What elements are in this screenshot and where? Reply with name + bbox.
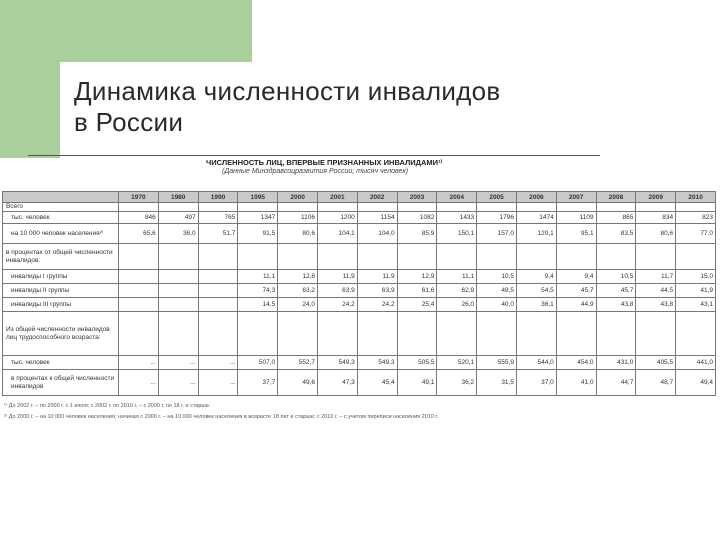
table-cell [198, 244, 238, 270]
table-cell: 63,9 [357, 284, 397, 298]
table-cell: ... [119, 356, 159, 370]
table-cell: 1474 [516, 212, 556, 224]
table-cell: 44,9 [556, 298, 596, 312]
table-cell: 520,1 [437, 356, 477, 370]
table-cell [119, 270, 159, 284]
table-cell: 26,0 [437, 298, 477, 312]
table-cell [357, 312, 397, 356]
table-cell [437, 203, 477, 212]
table-cell [119, 203, 159, 212]
table-cell: 1109 [556, 212, 596, 224]
table-cell: 83,5 [596, 224, 636, 244]
header-year: 2008 [596, 192, 636, 203]
row-label: инвалиды III группы [3, 298, 119, 312]
row-label: инвалиды I группы [3, 270, 119, 284]
row-label: тыс. человек [3, 212, 119, 224]
table-cell [317, 312, 357, 356]
table-cell: 36,0 [158, 224, 198, 244]
table-cell [477, 312, 517, 356]
table-cell: 1082 [397, 212, 437, 224]
table-cell [238, 244, 278, 270]
table-cell: 497 [158, 212, 198, 224]
table-cell: 49,1 [397, 370, 437, 396]
table-row [3, 212, 716, 224]
table-cell [238, 203, 278, 212]
table-cell: 834 [636, 212, 676, 224]
table-cell: 91,5 [238, 224, 278, 244]
table-cell: 24,2 [357, 298, 397, 312]
table-cell: 157,0 [477, 224, 517, 244]
table-cell: 555,9 [477, 356, 517, 370]
table-cell: 40,0 [477, 298, 517, 312]
table-cell: 11,1 [437, 270, 477, 284]
table-cell: 24,0 [278, 298, 318, 312]
table-cell [636, 312, 676, 356]
table-row [3, 224, 716, 244]
table-cell: 63,9 [317, 284, 357, 298]
table-cell [119, 244, 159, 270]
table-cell [636, 244, 676, 270]
table-cell: 43,8 [636, 298, 676, 312]
row-label: Из общей численности инвалидов лиц трудоспособного возраста: [3, 312, 119, 356]
header-year: 1995 [238, 192, 278, 203]
table-cell: 1796 [477, 212, 517, 224]
table-cell: 9,4 [516, 270, 556, 284]
green-accent-strip [0, 62, 60, 158]
table-cell: 104,0 [357, 224, 397, 244]
table-cell: 1433 [437, 212, 477, 224]
row-label: инвалиды II группы [3, 284, 119, 298]
table-cell: 37,7 [238, 370, 278, 396]
row-label: тыс. человек [3, 356, 119, 370]
row-label: на 10 000 человек населения²⁾ [3, 224, 119, 244]
table-cell: 36,1 [516, 298, 556, 312]
header-year: 2003 [397, 192, 437, 203]
table-cell [357, 244, 397, 270]
table-cell: 12,9 [397, 270, 437, 284]
table-cell: 9,4 [556, 270, 596, 284]
header-year: 2007 [556, 192, 596, 203]
table-cell [676, 312, 716, 356]
header-year: 1990 [198, 192, 238, 203]
table-cell: 95,1 [556, 224, 596, 244]
table-cell: ... [158, 356, 198, 370]
table-cell [477, 203, 517, 212]
table-cell: 61,6 [397, 284, 437, 298]
table-cell [397, 203, 437, 212]
table-cell: 552,7 [278, 356, 318, 370]
table-cell [437, 244, 477, 270]
table-cell [397, 244, 437, 270]
table-cell: 44,7 [596, 370, 636, 396]
table-cell: 441,0 [676, 356, 716, 370]
table-row [3, 298, 716, 312]
table-cell: 47,3 [317, 370, 357, 396]
table-row [3, 312, 716, 356]
table-cell: 45,7 [556, 284, 596, 298]
table-cell: 43,1 [676, 298, 716, 312]
table-heading: ЧИСЛЕННОСТЬ ЛИЦ, ВПЕРВЫЕ ПРИЗНАННЫХ ИНВАЛИДАМИ¹⁾ [206, 158, 443, 167]
table-cell: 14,5 [238, 298, 278, 312]
table-cell: 63,2 [278, 284, 318, 298]
table-cell: 405,5 [636, 356, 676, 370]
table-cell: 85,9 [397, 224, 437, 244]
table-cell [397, 312, 437, 356]
row-label: Всего [3, 203, 119, 212]
table-cell: 80,6 [636, 224, 676, 244]
table-cell: 1347 [238, 212, 278, 224]
table-cell: 544,0 [516, 356, 556, 370]
footnote-2: ²⁾ До 2000 г. – на 10 000 человек населения; начиная с 2000 г. – на 10 000 человек населения в возрасте 18 лет и старше; с 2010 г. – с учетом переписи населения 2010 г. [4, 414, 439, 420]
table-cell: 1200 [317, 212, 357, 224]
table-cell [357, 203, 397, 212]
table-cell [437, 312, 477, 356]
table-cell [158, 312, 198, 356]
table-cell [119, 284, 159, 298]
table-cell: ... [198, 370, 238, 396]
table-cell: 62,9 [437, 284, 477, 298]
table-cell: 77,0 [676, 224, 716, 244]
table-cell: 36,2 [437, 370, 477, 396]
table-cell: 74,3 [238, 284, 278, 298]
table-subheading: (Данные Минздравсоцразвития России; тысяч человек) [222, 168, 409, 175]
table-cell [516, 244, 556, 270]
header-year: 2010 [676, 192, 716, 203]
table-cell: 1154 [357, 212, 397, 224]
table-cell [198, 298, 238, 312]
table-header-row [3, 192, 716, 203]
table-cell: 120,1 [516, 224, 556, 244]
table-body [3, 203, 716, 396]
table-cell [516, 312, 556, 356]
table-cell: 41,0 [556, 370, 596, 396]
table-cell [636, 203, 676, 212]
table-cell: 80,6 [278, 224, 318, 244]
table-cell: 765 [198, 212, 238, 224]
table-cell: 549,3 [357, 356, 397, 370]
table-cell [198, 312, 238, 356]
table-cell: 15,0 [676, 270, 716, 284]
table-cell [119, 312, 159, 356]
table-cell [676, 244, 716, 270]
table-cell: 41,9 [676, 284, 716, 298]
header-year: 2001 [317, 192, 357, 203]
table-cell [278, 203, 318, 212]
table-row [3, 244, 716, 270]
header-year: 2002 [357, 192, 397, 203]
table-cell [317, 203, 357, 212]
table-cell: 549,3 [317, 356, 357, 370]
table-cell [158, 298, 198, 312]
header-year: 2006 [516, 192, 556, 203]
table-cell: 25,4 [397, 298, 437, 312]
table-cell [477, 244, 517, 270]
table-cell [158, 244, 198, 270]
slide-title-line2: в России [74, 107, 184, 137]
table-cell: 11,1 [238, 270, 278, 284]
table-cell: 846 [119, 212, 159, 224]
table-cell: 11,7 [636, 270, 676, 284]
table-cell: 43,8 [596, 298, 636, 312]
table-cell [198, 284, 238, 298]
table-cell [596, 244, 636, 270]
table-cell: 44,5 [636, 284, 676, 298]
table-cell: 505,5 [397, 356, 437, 370]
table-cell: 49,5 [477, 284, 517, 298]
table-row [3, 203, 716, 212]
table-row [3, 270, 716, 284]
disability-statistics-table [2, 191, 716, 396]
table-cell [596, 203, 636, 212]
table-cell: 51,7 [198, 224, 238, 244]
table-cell: ... [119, 370, 159, 396]
table-cell [119, 298, 159, 312]
table-cell: 37,0 [516, 370, 556, 396]
table-cell: ... [158, 370, 198, 396]
table-cell [198, 203, 238, 212]
header-corner [3, 192, 119, 203]
table-cell: 11,9 [357, 270, 397, 284]
table-cell: 454,0 [556, 356, 596, 370]
table-cell [158, 284, 198, 298]
table-cell: 823 [676, 212, 716, 224]
table-cell [158, 203, 198, 212]
header-year: 2000 [278, 192, 318, 203]
table-cell [238, 312, 278, 356]
header-year: 2005 [477, 192, 517, 203]
table-cell: 507,0 [238, 356, 278, 370]
slide-title-line1: Динамика численности инвалидов [74, 76, 501, 106]
footnote-1: ¹⁾ До 2002 г. – по 2000 г. с 1 июля; с 2002 г. по 2010 г. – с 2000 г. по 18 г. и старше. [4, 403, 211, 409]
table-cell: 104,1 [317, 224, 357, 244]
table-row [3, 370, 716, 396]
table-cell: ... [198, 356, 238, 370]
table-row [3, 284, 716, 298]
table-cell: 65,6 [119, 224, 159, 244]
header-year: 2004 [437, 192, 477, 203]
table-cell: 11,9 [317, 270, 357, 284]
table-cell: 10,5 [477, 270, 517, 284]
table-cell [278, 312, 318, 356]
table-cell: 49,6 [278, 370, 318, 396]
table-cell: 150,1 [437, 224, 477, 244]
table-row [3, 356, 716, 370]
table-cell: 10,5 [596, 270, 636, 284]
header-year: 2009 [636, 192, 676, 203]
table-cell [516, 203, 556, 212]
row-label: в процентах от общей численности инвалидов: [3, 244, 119, 270]
table-cell [556, 244, 596, 270]
table-cell: 49,4 [676, 370, 716, 396]
title-underline [28, 155, 600, 156]
table-cell [596, 312, 636, 356]
header-year: 1980 [158, 192, 198, 203]
table-cell: 12,8 [278, 270, 318, 284]
row-label: в процентах к общей численности инвалидов [3, 370, 119, 396]
table-cell: 24,2 [317, 298, 357, 312]
table-cell [198, 270, 238, 284]
table-cell: 54,5 [516, 284, 556, 298]
header-year: 1970 [119, 192, 159, 203]
table-cell: 48,7 [636, 370, 676, 396]
table-cell: 45,4 [357, 370, 397, 396]
table-cell [556, 312, 596, 356]
table-cell: 31,5 [477, 370, 517, 396]
table-cell [278, 244, 318, 270]
green-accent-block [0, 0, 252, 62]
slide-title [74, 76, 501, 138]
table-cell: 431,0 [596, 356, 636, 370]
table-cell [676, 203, 716, 212]
table-cell [556, 203, 596, 212]
table-cell: 865 [596, 212, 636, 224]
table-cell [317, 244, 357, 270]
table-cell: 45,7 [596, 284, 636, 298]
table-cell: 1106 [278, 212, 318, 224]
table-cell [158, 270, 198, 284]
